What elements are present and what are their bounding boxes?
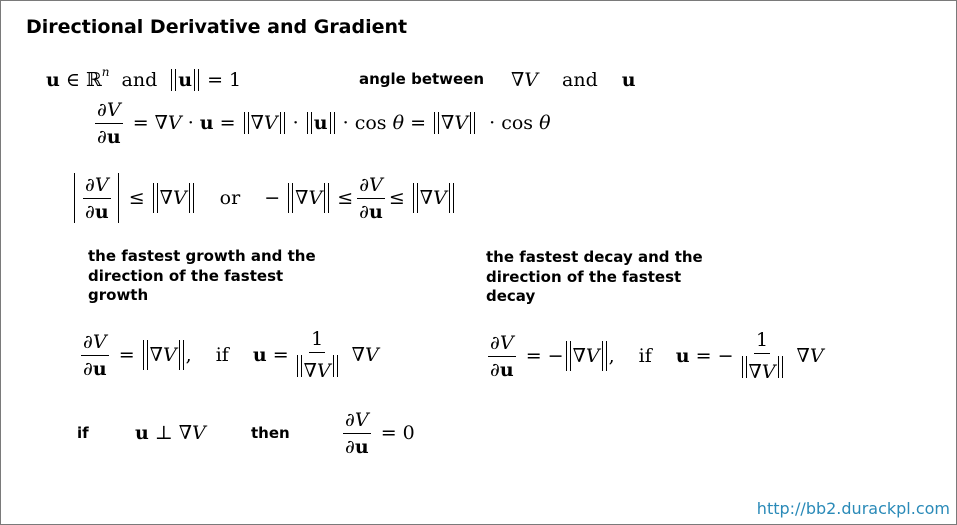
zero-derivative-formula: $\frac{\partial V}{\partial u}$ = 0: [345, 408, 415, 458]
and-word-2: and: [562, 69, 598, 91]
directional-derivative-formula: $\frac{\partial V}{\partial u}$ = ∇ V · u = ∇ V · u · cos θ = ∇ V · cos θ: [97, 98, 551, 148]
source-url[interactable]: http://bb2.durackpl.com: [756, 499, 950, 518]
fastest-growth-label: the fastest growth and the direction of the fastest growth: [88, 247, 316, 304]
perpendicular-condition: u ⊥ ∇ V: [135, 422, 206, 444]
if-word-2: if: [638, 345, 652, 367]
or-word: or: [219, 187, 241, 209]
slide-title: Directional Derivative and Gradient: [26, 16, 408, 38]
if-label: if: [77, 424, 89, 442]
derivative-bounds: $\frac{\partial V}{\partial u}$ ≤ ∇ V or − ∇ V ≤ $\frac{\partial V}{\partial u}$ ≤ ∇ V: [71, 171, 456, 225]
if-word: if: [215, 344, 229, 366]
unit-vector-condition: u ∈ ℝ n and u = 1: [46, 65, 242, 91]
fastest-decay-label: the fastest decay and the direction of the fastest decay: [486, 248, 703, 305]
fastest-decay-formula: $\frac{\partial V}{\partial u}$ = − ∇ V , if u = − $\frac{1}{\nabla V}$ ∇ V: [490, 329, 824, 383]
then-label: then: [251, 424, 290, 442]
angle-between-label: angle between: [359, 70, 485, 88]
angle-between-math: ∇ V and u: [511, 69, 636, 91]
and-word: and: [121, 69, 158, 91]
fastest-growth-formula: $\frac{\partial V}{\partial u}$ = ∇ V , if u = $\frac{1}{\nabla V}$ ∇ V: [83, 328, 379, 382]
